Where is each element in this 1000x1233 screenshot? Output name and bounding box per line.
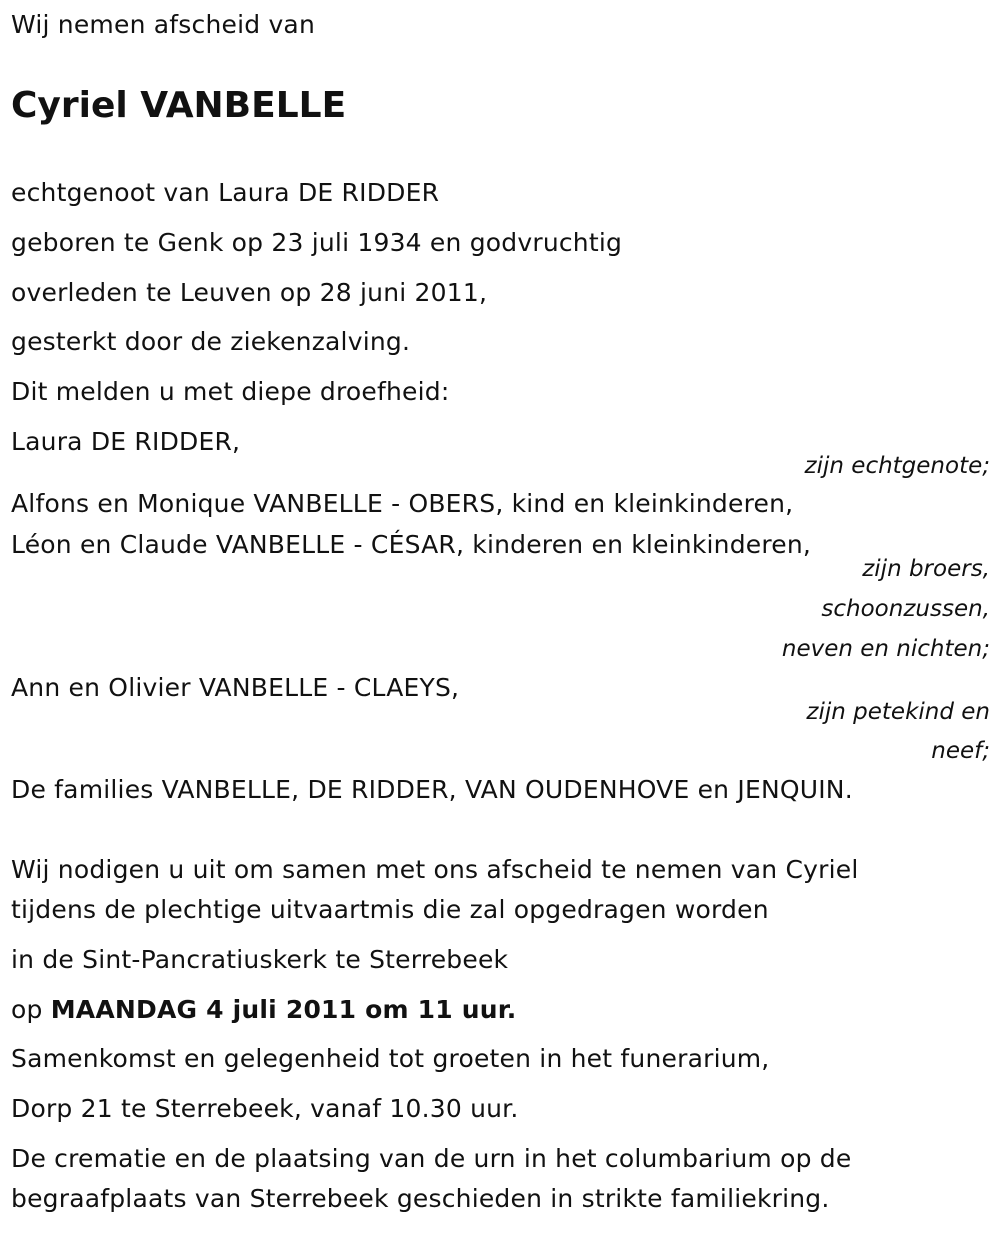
date-line	[11, 995, 516, 1025]
spouse-line: echtgenoot van Laura DE RIDDER	[11, 178, 440, 207]
sacrament-line: gesterkt door de ziekenzalving.	[11, 327, 411, 356]
death-line: overleden te Leuven op 28 juni 2011,	[11, 278, 488, 307]
mourner-godchild: Ann en Olivier VANBELLE - CLAEYS,	[11, 673, 460, 702]
relation-spouse: zijn echtgenote;	[804, 453, 990, 479]
gathering-line-2: Dorp 21 te Sterrebeek, vanaf 10.30 uur.	[11, 1094, 519, 1123]
gathering-line-1: Samenkomst en gelegenheid tot groeten in het funerarium,	[11, 1044, 770, 1073]
mourner-siblings-1: Alfons en Monique VANBELLE - OBERS, kind en kleinkinderen,	[11, 489, 794, 518]
announcement-line: Dit melden u met diepe droefheid:	[11, 377, 450, 406]
relation-siblings-1: zijn broers,	[862, 556, 990, 582]
deceased-name: Cyriel VANBELLE	[11, 85, 347, 126]
date-prefix: op	[11, 995, 51, 1024]
mourner-families: De families VANBELLE, DE RIDDER, VAN OUDENHOVE en JENQUIN.	[11, 775, 853, 804]
mourner-spouse: Laura DE RIDDER,	[11, 427, 241, 456]
birth-line: geboren te Genk op 23 juli 1934 en godvruchtig	[11, 228, 623, 257]
relation-siblings-3: neven en nichten;	[781, 636, 990, 662]
church-line: in de Sint-Pancratiuskerk te Sterrebeek	[11, 945, 509, 974]
relation-siblings-2: schoonzussen,	[821, 596, 990, 622]
relation-godchild-2: neef;	[931, 738, 990, 764]
intro-text: Wij nemen afscheid van	[11, 10, 315, 39]
date-bold: MAANDAG 4 juli 2011 om 11 uur.	[50, 995, 517, 1024]
cremation-line-1: De crematie en de plaatsing van de urn in het columbarium op de	[11, 1144, 852, 1173]
invite-line-1: Wij nodigen u uit om samen met ons afscheid te nemen van Cyriel	[11, 855, 859, 884]
invite-line-2: tijdens de plechtige uitvaartmis die zal opgedragen worden	[11, 895, 769, 924]
mourner-siblings-2: Léon en Claude VANBELLE - CÉSAR, kinderen en kleinkinderen,	[11, 530, 812, 559]
relation-godchild-1: zijn petekind en	[806, 699, 990, 725]
cremation-line-2: begraafplaats van Sterrebeek geschieden in strikte familiekring.	[11, 1184, 830, 1213]
